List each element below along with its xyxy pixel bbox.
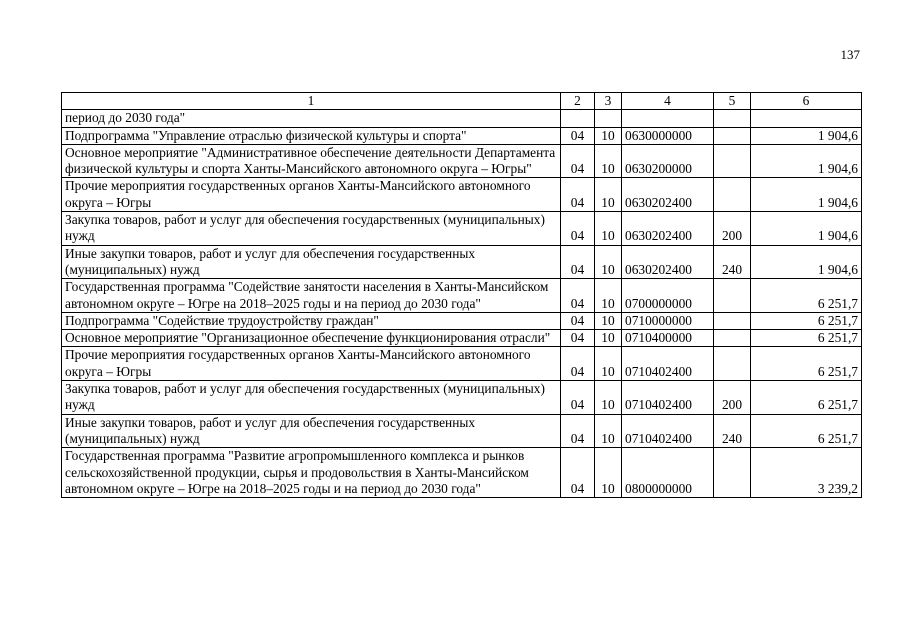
row-amount (751, 110, 862, 127)
row-target-code (622, 110, 714, 127)
row-section: 04 (561, 127, 595, 144)
row-section: 04 (561, 414, 595, 448)
row-amount: 3 239,2 (751, 448, 862, 498)
table-row (62, 279, 862, 313)
row-expense-type: 240 (714, 245, 751, 279)
row-expense-type (714, 279, 751, 313)
table-row (62, 245, 862, 279)
table-body (62, 110, 862, 498)
row-expense-type (714, 178, 751, 212)
row-target-code: 0630200000 (622, 144, 714, 178)
row-name: Подпрограмма "Управление отраслью физической культуры и спорта" (62, 127, 561, 144)
row-subsection: 10 (595, 312, 622, 329)
row-target-code: 0710402400 (622, 347, 714, 381)
row-name: период до 2030 года" (62, 110, 561, 127)
row-amount: 1 904,6 (751, 144, 862, 178)
row-name: Подпрограмма "Содействие трудоустройству граждан" (62, 312, 561, 329)
row-target-code: 0800000000 (622, 448, 714, 498)
row-section: 04 (561, 381, 595, 415)
row-section: 04 (561, 212, 595, 246)
row-expense-type: 240 (714, 414, 751, 448)
header-col-4: 4 (622, 93, 714, 110)
row-section: 04 (561, 312, 595, 329)
row-expense-type (714, 144, 751, 178)
row-expense-type (714, 127, 751, 144)
row-target-code: 0630000000 (622, 127, 714, 144)
row-section: 04 (561, 178, 595, 212)
row-section: 04 (561, 144, 595, 178)
row-name: Иные закупки товаров, работ и услуг для обеспечения государственных (муниципальных) нужд (62, 245, 561, 279)
row-amount: 1 904,6 (751, 212, 862, 246)
table-row (62, 144, 862, 178)
header-col-5: 5 (714, 93, 751, 110)
budget-table (61, 92, 862, 498)
row-target-code: 0630202400 (622, 178, 714, 212)
row-amount: 6 251,7 (751, 347, 862, 381)
row-subsection (595, 110, 622, 127)
table-row (62, 212, 862, 246)
header-col-1: 1 (62, 93, 561, 110)
table-row (62, 381, 862, 415)
row-name: Основное мероприятие "Административное обеспечение деятельности Департамента физической культуры и спорта Ханты-Мансийского автономного округа – Югры" (62, 144, 561, 178)
row-name: Прочие мероприятия государственных органов Ханты-Мансийского автономного округа – Югры (62, 178, 561, 212)
row-amount: 1 904,6 (751, 178, 862, 212)
header-col-3: 3 (595, 93, 622, 110)
row-subsection: 10 (595, 330, 622, 347)
row-section: 04 (561, 245, 595, 279)
row-target-code: 0630202400 (622, 212, 714, 246)
row-amount: 1 904,6 (751, 127, 862, 144)
table-row (62, 448, 862, 498)
row-subsection: 10 (595, 178, 622, 212)
table-row (62, 178, 862, 212)
row-subsection: 10 (595, 212, 622, 246)
row-section: 04 (561, 347, 595, 381)
row-amount: 6 251,7 (751, 330, 862, 347)
row-name: Государственная программа "Содействие занятости населения в Ханты-Мансийском автономном округе – Югре на 2018–2025 годы и на период до 2030 года" (62, 279, 561, 313)
row-subsection: 10 (595, 381, 622, 415)
row-name: Основное мероприятие "Организационное обеспечение функционирования отрасли" (62, 330, 561, 347)
row-name: Иные закупки товаров, работ и услуг для обеспечения государственных (муниципальных) нужд (62, 414, 561, 448)
row-section: 04 (561, 448, 595, 498)
table-row (62, 347, 862, 381)
row-expense-type: 200 (714, 381, 751, 415)
row-target-code: 0710000000 (622, 312, 714, 329)
row-subsection: 10 (595, 245, 622, 279)
row-target-code: 0710402400 (622, 381, 714, 415)
row-expense-type (714, 448, 751, 498)
table-row (62, 414, 862, 448)
row-name: Прочие мероприятия государственных органов Ханты-Мансийского автономного округа – Югры (62, 347, 561, 381)
header-col-2: 2 (561, 93, 595, 110)
table-row (62, 127, 862, 144)
row-section: 04 (561, 330, 595, 347)
table-row (62, 110, 862, 127)
row-target-code: 0700000000 (622, 279, 714, 313)
row-amount: 6 251,7 (751, 312, 862, 329)
row-amount: 1 904,6 (751, 245, 862, 279)
row-section (561, 110, 595, 127)
row-amount: 6 251,7 (751, 279, 862, 313)
row-name: Закупка товаров, работ и услуг для обеспечения государственных (муниципальных) нужд (62, 212, 561, 246)
row-subsection: 10 (595, 347, 622, 381)
row-target-code: 0710402400 (622, 414, 714, 448)
row-target-code: 0710400000 (622, 330, 714, 347)
table-row (62, 330, 862, 347)
row-name: Закупка товаров, работ и услуг для обеспечения государственных (муниципальных) нужд (62, 381, 561, 415)
row-subsection: 10 (595, 414, 622, 448)
row-name: Государственная программа "Развитие агропромышленного комплекса и рынков сельскохозяйственной продукции, сырья и продовольствия в Ханты-Мансийском автономном округе – Югре на 2018–2025 годы и на период до 2030 года" (62, 448, 561, 498)
row-subsection: 10 (595, 144, 622, 178)
row-expense-type (714, 330, 751, 347)
header-col-6: 6 (751, 93, 862, 110)
table-row (62, 312, 862, 329)
row-subsection: 10 (595, 279, 622, 313)
row-expense-type: 200 (714, 212, 751, 246)
page-number: 137 (840, 47, 860, 62)
row-expense-type (714, 312, 751, 329)
row-target-code: 0630202400 (622, 245, 714, 279)
row-subsection: 10 (595, 448, 622, 498)
row-expense-type (714, 347, 751, 381)
row-amount: 6 251,7 (751, 414, 862, 448)
row-amount: 6 251,7 (751, 381, 862, 415)
row-subsection: 10 (595, 127, 622, 144)
row-expense-type (714, 110, 751, 127)
table-header-row (62, 93, 862, 110)
row-section: 04 (561, 279, 595, 313)
